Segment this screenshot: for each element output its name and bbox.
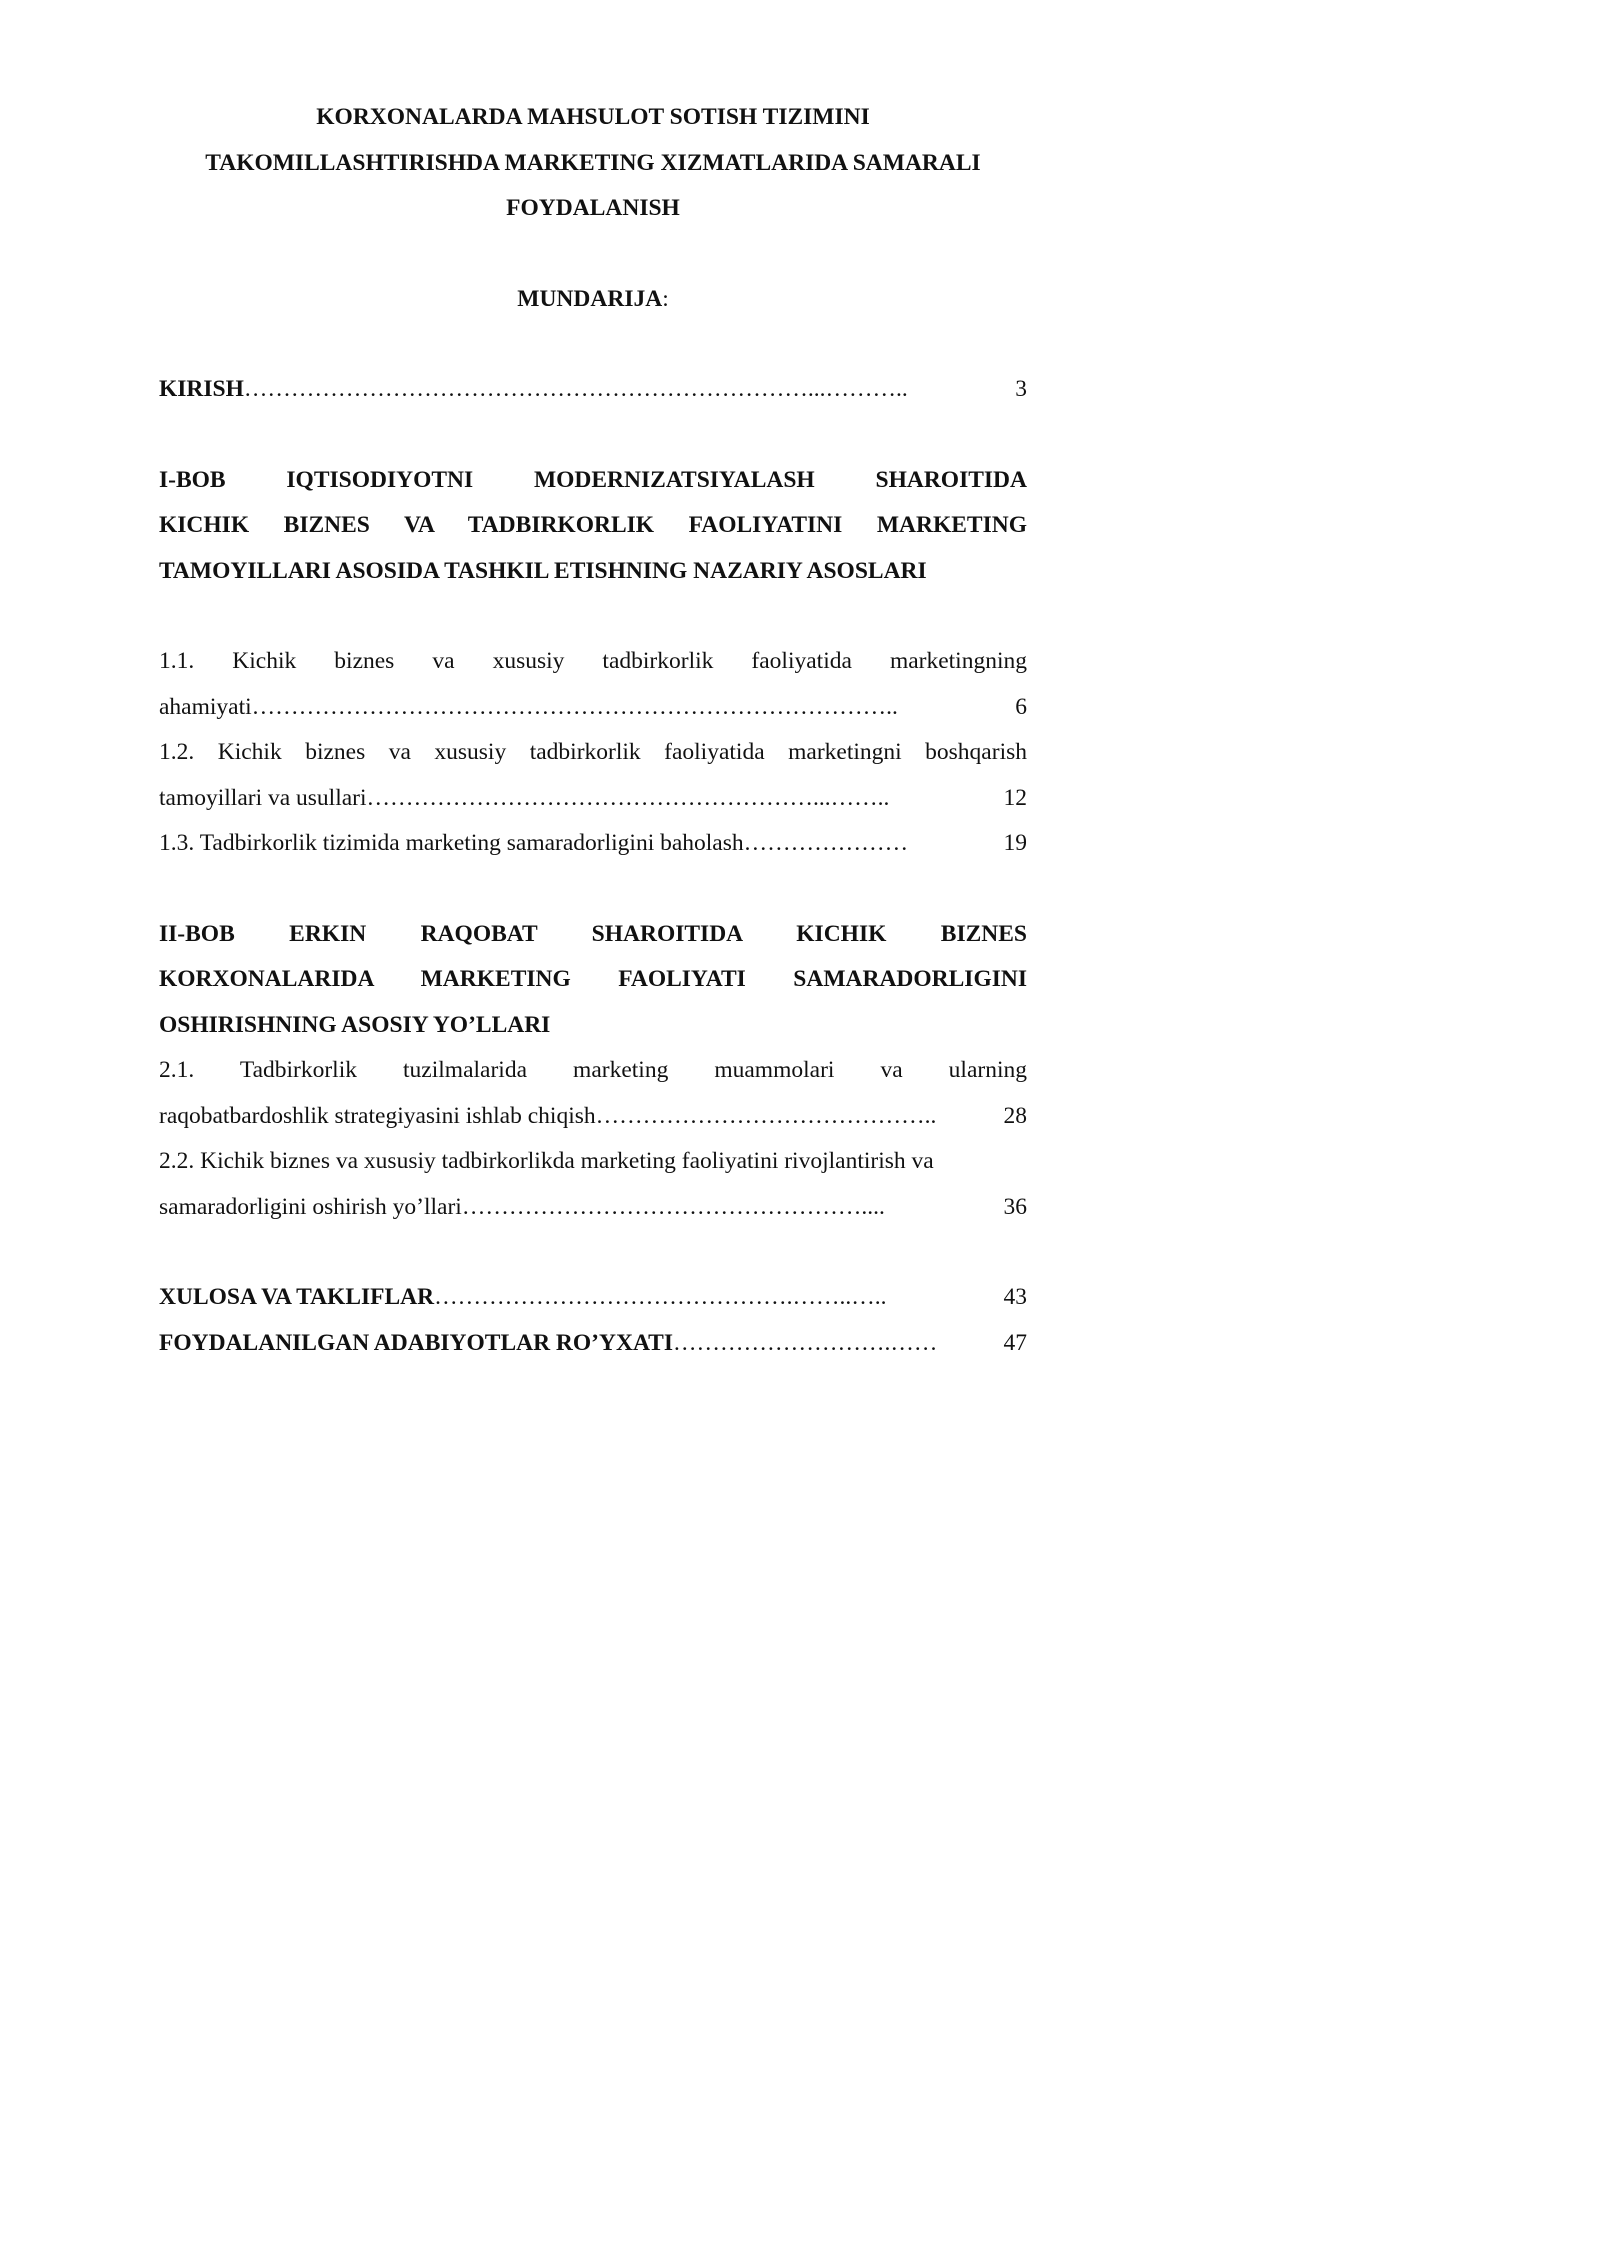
toc-entry-label: XULOSA VA TAKLIFLAR	[159, 1284, 435, 1310]
toc-entry-label: samaradorligini oshirish yo’llari	[159, 1193, 462, 1220]
toc-leader-dots: ……………………….……	[673, 1329, 938, 1356]
document-page	[159, 95, 1027, 1366]
toc-page-number: 19	[1003, 830, 1027, 856]
chapter-2-heading-line-2: KORXONALARIDA MARKETING FAOLIYATI SAMARADORLIGINI	[159, 966, 1027, 992]
contents-heading-text: MUNDARIJA	[517, 285, 663, 312]
toc-entry-line-2	[159, 776, 1027, 822]
toc-entry-line-1: 2.1. Tadbirkorlik tuzilmalarida marketing muammolari va ularning	[159, 1057, 1027, 1083]
chapter-1-heading[interactable]	[159, 458, 1027, 595]
toc-entry-2-1[interactable]	[159, 1048, 1027, 1139]
chapter-1-heading-line-1: I-BOB IQTISODIYOTNI MODERNIZATSIYALASH SHAROITIDA	[159, 466, 1027, 493]
toc-leader-dots: …………………	[743, 830, 909, 856]
toc-entry-line-2	[159, 685, 1027, 731]
document-title	[159, 95, 1027, 232]
toc-entry-label: raqobatbardoshlik strategiyasini ishlab chiqish	[159, 1102, 596, 1129]
toc-entry-line-2	[159, 1094, 1027, 1140]
toc-entry-label: ahamiyati	[159, 693, 252, 720]
toc-entry-1-1[interactable]	[159, 639, 1027, 730]
chapter-2-heading-line-3: OSHIRISHNING ASOSIY YO’LLARI	[159, 1011, 551, 1038]
toc-entry-1-3[interactable]	[159, 821, 1027, 867]
toc-page-number: 12	[1003, 784, 1027, 811]
chapter-1-heading-line-3: TAMOYILLARI ASOSIDA TASHKIL ETISHNING NAZARIY ASOSLARI	[159, 557, 927, 584]
chapter-1-heading-line-2: KICHIK BIZNES VA TADBIRKORLIK FAOLIYATINI MARKETING	[159, 512, 1027, 538]
toc-leader-dots: …………………………………………………...……..	[366, 784, 890, 811]
toc-entry-conclusion[interactable]	[159, 1275, 1027, 1321]
toc-leader-dots: ……………………………………..	[595, 1102, 937, 1129]
toc-entry-intro[interactable]	[159, 367, 1027, 413]
contents-heading	[159, 277, 1027, 323]
toc-entry-label: FOYDALANILGAN ADABIYOTLAR RO’YXATI	[159, 1329, 673, 1356]
toc-entry-label: 1.3. Tadbirkorlik tizimida marketing samaradorligini baholash	[159, 830, 744, 856]
chapter-2-heading[interactable]	[159, 912, 1027, 1049]
toc-page-number: 6	[1015, 693, 1027, 720]
toc-page-number: 47	[1003, 1329, 1027, 1356]
toc-leader-dots: ……………………………………….……..…..	[434, 1284, 887, 1310]
toc-entry-line-1: 2.2. Kichik biznes va xususiy tadbirkorlikda marketing faoliyatini rivojlantirish va	[159, 1148, 934, 1174]
toc-page-number: 43	[1003, 1284, 1027, 1310]
toc-page-number: 36	[1003, 1193, 1027, 1220]
toc-leader-dots: ………………………………………………………………...………..	[243, 376, 908, 402]
toc-entry-line-2	[159, 1185, 1027, 1231]
title-line-3: FOYDALANISH	[506, 195, 680, 221]
toc-entry-label: KIRISH	[159, 376, 244, 402]
toc-entry-2-2[interactable]	[159, 1139, 1027, 1230]
toc-page-number: 28	[1003, 1102, 1027, 1129]
toc-leader-dots: ………………………………………………………………………..	[251, 693, 898, 720]
title-line-2: TAKOMILLASHTIRISHDA MARKETING XIZMATLARIDA SAMARALI	[205, 149, 981, 176]
toc-entry-line-1: 1.2. Kichik biznes va xususiy tadbirkorlik faoliyatida marketingni boshqarish	[159, 739, 1027, 765]
toc-leader-dots: ……………………………………………....	[461, 1193, 885, 1220]
toc-entry-1-2[interactable]	[159, 730, 1027, 821]
toc-page-number: 3	[1015, 376, 1027, 402]
chapter-2-heading-line-1: II-BOB ERKIN RAQOBAT SHAROITIDA KICHIK BIZNES	[159, 920, 1027, 947]
toc-entry-label: tamoyillari va usullari	[159, 784, 367, 811]
toc-entry-references[interactable]	[159, 1321, 1027, 1367]
contents-heading-colon: :	[662, 285, 669, 312]
toc-entry-line-1: 1.1. Kichik biznes va xususiy tadbirkorlik faoliyatida marketingning	[159, 648, 1027, 674]
title-line-1: KORXONALARDA MAHSULOT SOTISH TIZIMINI	[316, 104, 870, 130]
